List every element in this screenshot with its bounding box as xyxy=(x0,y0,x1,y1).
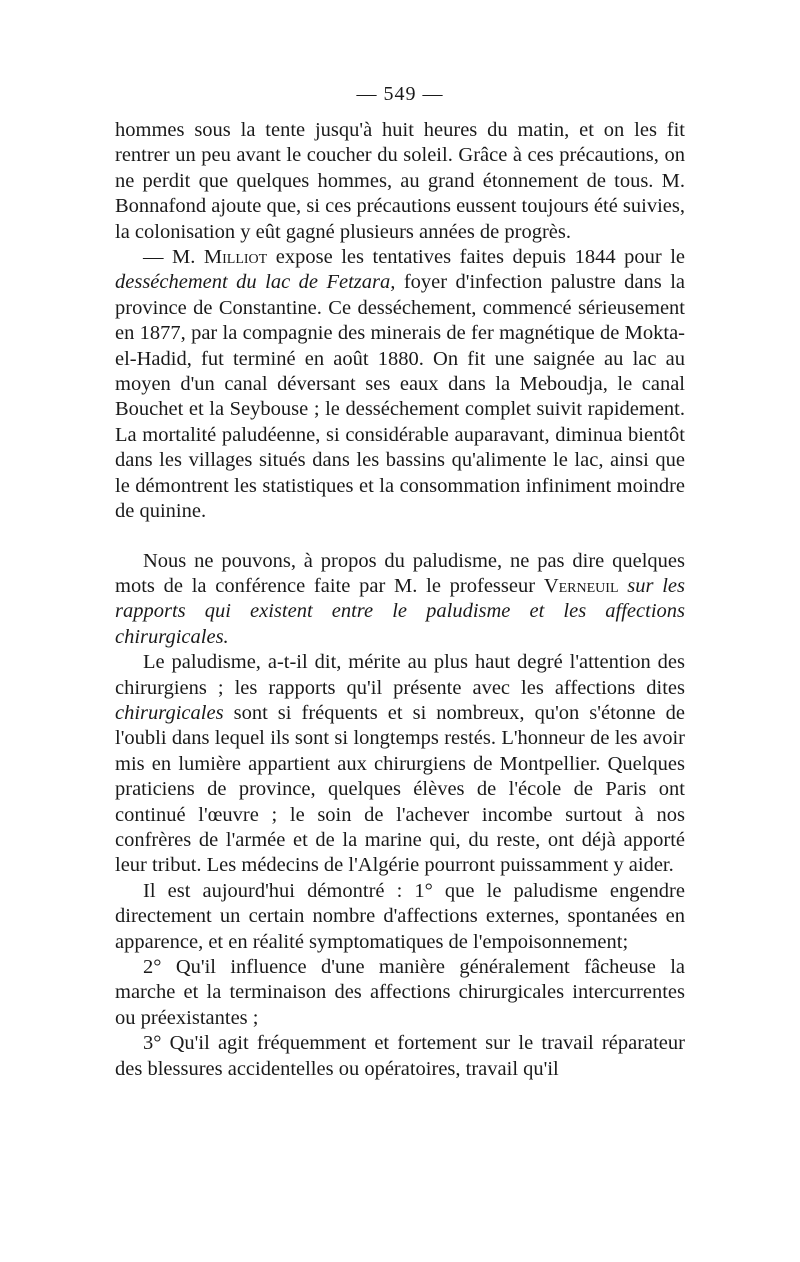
italic-title: desséchement du lac de Fetzara, xyxy=(115,271,396,294)
dash-lead: — M. xyxy=(143,246,204,269)
paragraph-text: 3° Qu'il agit fréquemment et fortement sur le travail réparateur des blessures accidentelles ou opératoires, travail qu'il xyxy=(115,1032,685,1080)
italic-term: chirurgicales xyxy=(115,701,224,724)
paragraph-text: 2° Qu'il influence d'une manière généralement fâcheuse la marche et la terminaison des affections chirurgicales intercurrentes ou préexistantes ; xyxy=(115,956,685,1029)
paragraph-point-3 xyxy=(115,1031,685,1082)
paragraph-text: expose les tentatives faites depuis 1844 pour le xyxy=(267,246,685,269)
paragraph-text: foyer d'infection palustre dans la province de Constantine. Ce desséchement, commencé sérieusement en 1877, par la compagnie des minerais de fer magnétique de Mokta-el-Hadid, fut terminé en août 1880. On fit une saignée au lac au moyen d'un canal déversant ses eaux dans la Meboudja, le canal Bouchet et la Seybouse ; le desséchement complet suivit rapidement. La mortalité paludéenne, si considérable auparavant, diminua bientôt dans les villages situés dans les bassins qu'alimente le lac, ainsi que le démontrent les statistiques et la consommation infiniment moindre de quinine. xyxy=(115,271,685,523)
section-gap xyxy=(115,525,685,549)
author-name: Milliot xyxy=(203,246,268,269)
author-name: Verneuil xyxy=(543,574,619,597)
paragraph-text: Le paludisme, a-t-il dit, mérite au plus haut degré l'attention des chirurgiens ; les rapports qu'il présente avec les affections dites xyxy=(115,651,685,699)
paragraph-point-1 xyxy=(115,879,685,955)
paragraph-text: Nous ne pouvons, à propos du paludisme, ne pas dire quelques mots de la conférence faite par M. le professeur xyxy=(115,549,685,597)
paragraph-text: sont si fréquents et si nombreux, qu'on s'étonne de l'oubli dans lequel ils sont si longtemps restés. L'honneur de les avoir mis en lumière appartient aux chirurgiens de Montpellier. Quelques praticiens de province, quelques élèves de l'école de Paris ont continué l'œuvre ; le soin de l'achever incombe surtout à nos confrères de l'armée et de la marine qui, du reste, ont déjà apporté leur tribut. Les médecins de l'Algérie pourront puissamment y aider. xyxy=(115,701,685,877)
paragraph-text: Il est aujourd'hui démontré : 1° que le paludisme engendre directement un certain nombre d'affections externes, spontanées en apparence, et en réalité symptomatiques de l'empoisonnement; xyxy=(115,879,685,953)
paragraph-text: hommes sous la tente jusqu'à huit heures du matin, et on les fit rentrer un peu avant le coucher du soleil. Grâce à ces précautions, on ne perdit que quelques hommes, au grand étonnement de tous. M. Bonnafond ajoute que, si ces précautions eussent toujours été suivies, la colonisation y eût gagné plusieurs années de progrès. xyxy=(115,119,685,243)
paragraph-milliot xyxy=(115,245,685,524)
paragraph-verneuil-intro xyxy=(115,549,685,651)
page-number: — 549 — xyxy=(356,83,444,105)
page-body xyxy=(115,82,685,1082)
paragraph-continuation xyxy=(115,118,685,245)
italic-title: sur les rapports qui existent entre le paludisme et les affections chirurgicales. xyxy=(115,574,685,648)
paragraph-paludisme xyxy=(115,650,685,879)
paragraph-point-2 xyxy=(115,955,685,1031)
